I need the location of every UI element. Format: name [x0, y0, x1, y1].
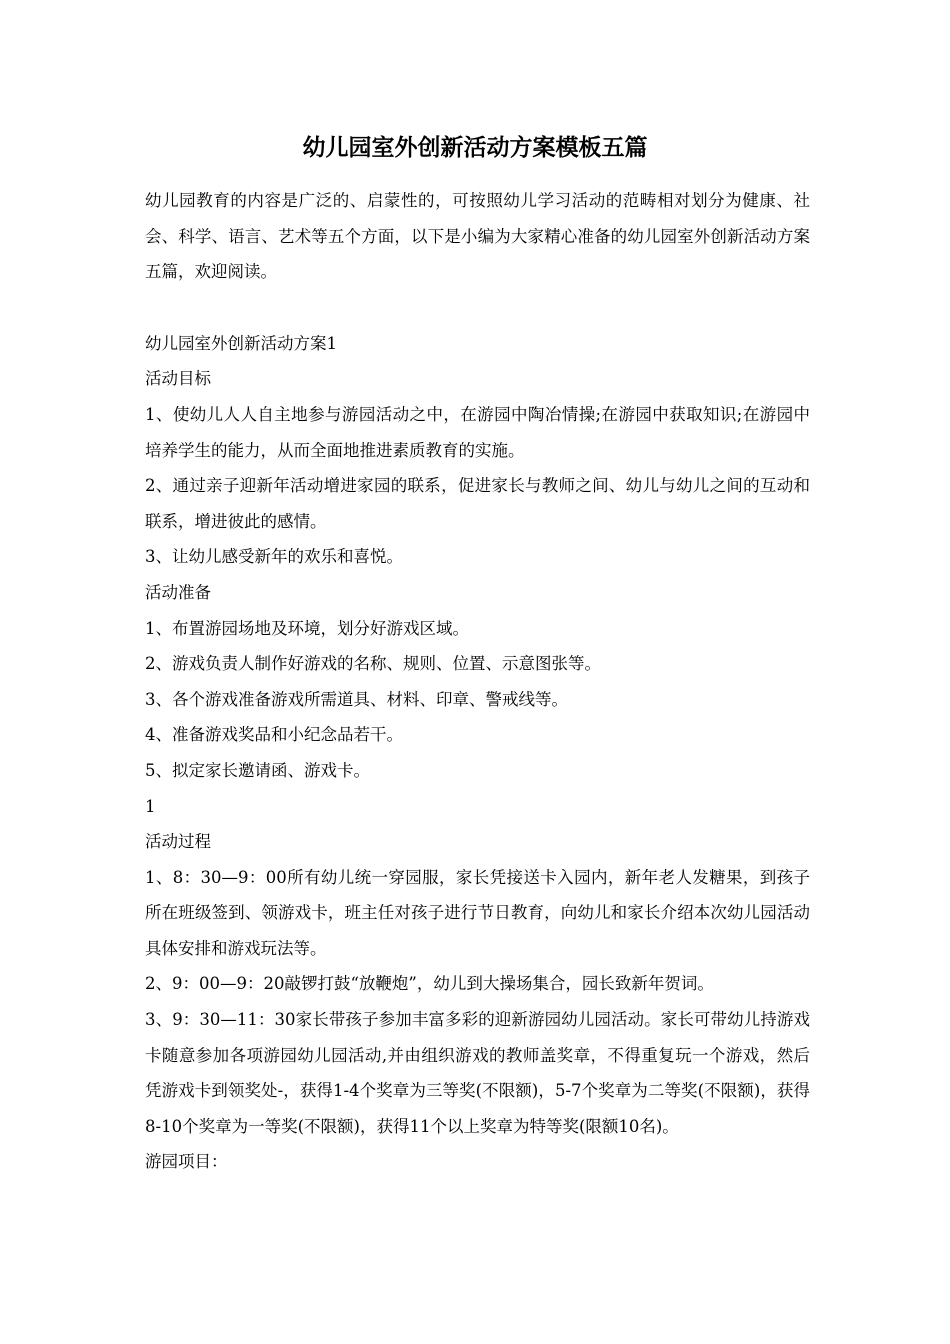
preparation-item-2: 2、游戏负责人制作好游戏的名称、规则、位置、示意图张等。 — [145, 654, 601, 674]
paragraph-spacer — [145, 290, 810, 326]
preparation-item-5: 5、拟定家长邀请函、游戏卡。 — [145, 760, 370, 780]
process-item-3: 3、9：30—11：30家长带孩子参加丰富多彩的迎新游园幼儿园活动。家长可带幼儿持游戏卡随意参加各项游园幼儿园活动,并由组织游戏的教师盖奖章，不得重复玩一个游戏，然后凭游戏卡到领奖处-，获得1-4个奖章为三等奖(不限额)，5-7个奖章为二等奖(不限额)，获得8-10个奖章为一等奖(不限额)，获得11个以上奖章为特等奖(限额10名)。 — [145, 1010, 810, 1136]
subheading-activity-goals: 活动目标 — [145, 369, 211, 389]
goal-item-3: 3、让幼儿感受新年的欢乐和喜悦。 — [145, 547, 403, 567]
preparation-item-3: 3、各个游戏准备游戏所需道具、材料、印章、警戒线等。 — [145, 689, 568, 709]
process-item-2: 2、9：00—9：20敲锣打鼓“放鞭炮”，幼儿到大操场集合，园长致新年贺词。 — [145, 974, 714, 994]
section-heading-plan-1: 幼儿园室外创新活动方案1 — [145, 333, 337, 353]
preparation-item-1: 1、布置游园场地及环境，划分好游戏区域。 — [145, 618, 469, 638]
subheading-activity-process: 活动过程 — [145, 832, 211, 852]
process-item-1: 1、8：30—9：00所有幼儿统一穿园服，家长凭接送卡入园内，新年老人发糖果，到孩子所在班级签到、领游戏卡，班主任对孩子进行节日教育，向幼儿和家长介绍本次幼儿园活动具体安排和游戏玩法等。 — [145, 867, 810, 958]
intro-paragraph: 幼儿园教育的内容是广泛的、启蒙性的，可按照幼儿学习活动的范畴相对划分为健康、社会、科学、语言、艺术等五个方面，以下是小编为大家精心准备的幼儿园室外创新活动方案五篇，欢迎阅读。 — [145, 191, 810, 282]
document-body — [145, 183, 810, 1180]
standalone-number: 1 — [145, 796, 156, 816]
goal-item-2: 2、通过亲子迎新年活动增进家园的联系，促进家长与教师之间、幼儿与幼儿之间的互动和联系，增进彼此的感情。 — [145, 476, 810, 531]
goal-item-1: 1、使幼儿人人自主地参与游园活动之中，在游园中陶冶情操;在游园中获取知识;在游园中培养学生的能力，从而全面地推进素质教育的实施。 — [145, 404, 810, 460]
preparation-item-4: 4、准备游戏奖品和小纪念品若干。 — [145, 725, 403, 745]
subheading-garden-items: 游园项目： — [145, 1152, 228, 1172]
subheading-activity-preparation: 活动准备 — [145, 582, 211, 602]
document-title: 幼儿园室外创新活动方案模板五篇 — [302, 134, 648, 161]
